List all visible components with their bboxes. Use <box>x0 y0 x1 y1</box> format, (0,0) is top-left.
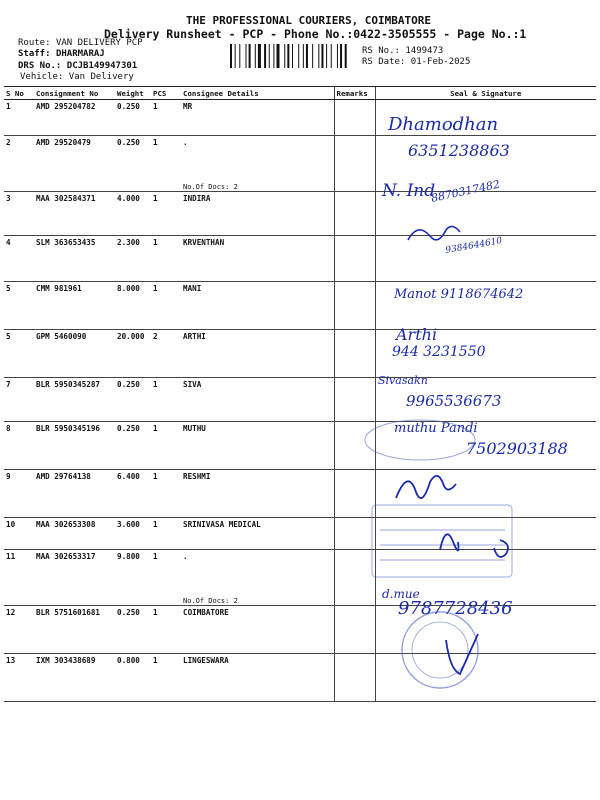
cell-remarks <box>334 192 375 236</box>
cell-weight <box>115 136 151 192</box>
barcode-bar <box>306 44 308 68</box>
barcode-bar <box>269 44 270 68</box>
rs-no-value: 1499473 <box>405 46 444 56</box>
cell-weight-text: 9.800 <box>117 552 140 561</box>
cell-pcs <box>151 330 181 378</box>
cell-consignment-text: AMD 29520479 <box>36 138 91 147</box>
cell-seal <box>375 654 596 702</box>
cell-consignee-text: KRVENTHAN <box>183 238 225 247</box>
signature-6-name: Arthi <box>396 325 438 344</box>
cell-pcs-text: 1 <box>153 656 158 665</box>
table-row <box>4 654 596 702</box>
cell-consignment <box>34 550 115 606</box>
cell-consignment-text: IXM 303438689 <box>36 656 96 665</box>
doc-count: No.Of Docs: 2 <box>183 597 238 605</box>
cell-sno <box>4 654 34 702</box>
cell-weight <box>115 236 151 282</box>
signature-8-phone: 7502903188 <box>466 439 568 458</box>
cell-sno-text: 2 <box>6 138 11 147</box>
cell-consignee <box>181 330 334 378</box>
signature-3-name: N. Ind <box>382 181 436 201</box>
barcode-bar <box>321 44 323 68</box>
cell-consignment-text: BLR 5950345196 <box>36 424 101 433</box>
cell-consignment <box>34 100 115 136</box>
cell-remarks <box>334 654 375 702</box>
table-row <box>4 378 596 422</box>
col-weight: Weight <box>115 87 151 100</box>
staff-line <box>18 49 105 59</box>
vehicle-line <box>20 72 134 82</box>
cell-weight-text: 4.000 <box>117 194 140 203</box>
barcode-bar <box>255 44 256 68</box>
cell-sno-text: 8 <box>6 424 11 433</box>
vehicle-value: Van Delivery <box>68 72 134 82</box>
cell-remarks <box>334 100 375 136</box>
cell-sno-text: 5 <box>6 332 11 341</box>
cell-pcs <box>151 422 181 470</box>
vehicle-label: Vehicle: <box>20 72 64 82</box>
cell-remarks <box>334 136 375 192</box>
cell-consignment <box>34 654 115 702</box>
cell-weight <box>115 518 151 550</box>
table-row <box>4 470 596 518</box>
cell-consignee-text: . <box>183 552 188 561</box>
cell-sno <box>4 518 34 550</box>
cell-remarks <box>334 330 375 378</box>
table-row <box>4 282 596 330</box>
cell-seal <box>375 378 596 422</box>
cell-sno-text: 12 <box>6 608 16 617</box>
cell-weight <box>115 192 151 236</box>
cell-consignment-text: MAA 302653317 <box>36 552 96 561</box>
signature-1-phone: 6351238863 <box>408 141 510 160</box>
cell-consignee <box>181 606 334 654</box>
barcode-bar <box>303 44 304 68</box>
cell-weight-text: 0.250 <box>117 608 140 617</box>
cell-consignee-text: . <box>183 138 188 147</box>
cell-remarks <box>334 606 375 654</box>
cell-weight-text: 0.250 <box>117 424 140 433</box>
cell-weight-text: 2.300 <box>117 238 140 247</box>
barcode-bar <box>326 44 327 68</box>
cell-consignee-text: SRINIVASA MEDICAL <box>183 520 261 529</box>
cell-consignment-text: BLR 5950345287 <box>36 380 101 389</box>
cell-remarks <box>334 282 375 330</box>
route-label: Route: <box>18 38 51 48</box>
cell-consignment <box>34 330 115 378</box>
cell-sno <box>4 550 34 606</box>
cell-pcs <box>151 550 181 606</box>
cell-seal <box>375 606 596 654</box>
cell-weight <box>115 422 151 470</box>
cell-pcs-text: 1 <box>153 424 158 433</box>
cell-weight <box>115 330 151 378</box>
cell-pcs-text: 1 <box>153 194 158 203</box>
cell-consignee <box>181 100 334 136</box>
signature-8-name: muthu Pandi <box>394 421 478 436</box>
cell-pcs-text: 1 <box>153 102 158 111</box>
company-name: THE PROFESSIONAL COURIERS, COIMBATORE <box>186 14 432 27</box>
barcode-bar <box>345 44 347 68</box>
cell-pcs <box>151 100 181 136</box>
col-seal: Seal & Signature <box>375 87 596 100</box>
cell-remarks <box>334 550 375 606</box>
cell-consignment-text: MAA 302584371 <box>36 194 96 203</box>
cell-weight <box>115 550 151 606</box>
cell-sno <box>4 192 34 236</box>
cell-consignee-text: ARTHI <box>183 332 206 341</box>
cell-sno <box>4 100 34 136</box>
cell-consignment-text: GPM 5460090 <box>36 332 87 341</box>
barcode-bar <box>298 44 299 68</box>
cell-consignee <box>181 550 334 606</box>
barcode-bar <box>264 44 266 68</box>
cell-consignee-text: RESHMI <box>183 472 211 481</box>
table-row <box>4 518 596 550</box>
cell-consignment <box>34 378 115 422</box>
col-consignment: Consignment No <box>34 87 115 100</box>
cell-pcs <box>151 518 181 550</box>
col-pcs: PCS <box>151 87 181 100</box>
rs-no-label: RS No.: <box>362 46 400 56</box>
cell-sno <box>4 136 34 192</box>
cell-sno-text: 3 <box>6 194 11 203</box>
cell-consignment <box>34 518 115 550</box>
barcode-bar <box>273 44 274 68</box>
cell-sno <box>4 282 34 330</box>
rs-date-label: RS Date: <box>362 57 406 67</box>
rs-date-value: 01-Feb-2025 <box>410 57 471 67</box>
cell-seal <box>375 236 596 282</box>
drs-line <box>18 61 137 71</box>
cell-pcs-text: 2 <box>153 332 158 341</box>
barcode-bar <box>331 44 332 68</box>
cell-consignee-text: MANI <box>183 284 202 293</box>
route-line <box>18 38 143 48</box>
cell-consignee-text: LINGESWARA <box>183 656 229 665</box>
cell-consignee <box>181 236 334 282</box>
cell-consignment-text: BLR 5751601681 <box>36 608 101 617</box>
col-remarks: Remarks <box>334 87 375 100</box>
cell-consignee <box>181 422 334 470</box>
cell-consignee <box>181 192 334 236</box>
signature-12-name: d.mue <box>382 587 420 601</box>
doc-count: No.Of Docs: 2 <box>183 183 238 191</box>
rs-date-line <box>362 57 470 67</box>
cell-sno-text: 7 <box>6 380 11 389</box>
barcode-bar <box>284 44 285 68</box>
cell-weight-text: 0.800 <box>117 656 140 665</box>
cell-remarks <box>334 378 375 422</box>
col-consignee: Consignee Details <box>181 87 334 100</box>
cell-pcs <box>151 606 181 654</box>
cell-consignment <box>34 236 115 282</box>
barcode-bar <box>318 44 319 68</box>
cell-consignee-text: COIMBATORE <box>183 608 229 617</box>
cell-pcs <box>151 192 181 236</box>
cell-consignment-text: SLM 363653435 <box>36 238 96 247</box>
cell-consignment <box>34 136 115 192</box>
cell-sno-text: 13 <box>6 656 16 665</box>
cell-seal <box>375 422 596 470</box>
barcode-bar <box>246 44 247 68</box>
cell-pcs <box>151 654 181 702</box>
cell-sno <box>4 606 34 654</box>
cell-pcs-text: 1 <box>153 608 158 617</box>
cell-consignee <box>181 378 334 422</box>
cell-weight <box>115 378 151 422</box>
signature-7-name: Sivasakn <box>378 374 428 387</box>
barcode-bar <box>292 44 293 68</box>
cell-consignment <box>34 422 115 470</box>
barcode-bar <box>287 44 289 68</box>
cell-consignment-text: MAA 302653308 <box>36 520 96 529</box>
cell-weight <box>115 100 151 136</box>
cell-remarks <box>334 470 375 518</box>
cell-consignment <box>34 470 115 518</box>
table-header-row <box>4 87 596 100</box>
cell-weight <box>115 282 151 330</box>
cell-consignee-text: INDIRA <box>183 194 211 203</box>
cell-sno-text: 11 <box>6 552 16 561</box>
runsheet-title: Delivery Runsheet - PCP - Phone No.:0422-3505555 - Page No.:1 <box>104 27 527 41</box>
cell-weight-text: 0.250 <box>117 102 140 111</box>
cell-pcs-text: 1 <box>153 138 158 147</box>
cell-consignment <box>34 282 115 330</box>
cell-weight <box>115 606 151 654</box>
cell-sno <box>4 330 34 378</box>
signature-1-name: Dhamodhan <box>388 114 499 135</box>
cell-consignment <box>34 192 115 236</box>
barcode-bar <box>337 44 338 68</box>
barcode <box>230 44 356 68</box>
barcode-bar <box>340 44 342 68</box>
signature-3-phone: 8870317482 <box>429 177 502 205</box>
cell-weight-text: 20.000 <box>117 332 145 341</box>
cell-consignee <box>181 282 334 330</box>
cell-sno <box>4 378 34 422</box>
barcode-bar <box>249 44 251 68</box>
cell-weight-text: 3.600 <box>117 520 140 529</box>
cell-weight <box>115 654 151 702</box>
route-value: VAN DELIVERY PCP <box>55 38 143 48</box>
drs-label: DRS No.: <box>18 61 62 71</box>
table-row <box>4 606 596 654</box>
staff-value: DHARMARAJ <box>55 49 105 59</box>
cell-pcs <box>151 282 181 330</box>
cell-sno <box>4 236 34 282</box>
table-row <box>4 136 596 192</box>
cell-pcs <box>151 378 181 422</box>
cell-seal <box>375 518 596 550</box>
table-row <box>4 192 596 236</box>
rs-no-line <box>362 46 443 56</box>
cell-consignee-text: MUTHU <box>183 424 206 433</box>
barcode-bar <box>239 44 240 68</box>
cell-seal <box>375 136 596 192</box>
cell-pcs <box>151 136 181 192</box>
cell-weight-text: 0.250 <box>117 138 140 147</box>
barcode-bar <box>258 44 261 68</box>
cell-seal <box>375 330 596 378</box>
cell-pcs-text: 1 <box>153 472 158 481</box>
cell-seal <box>375 100 596 136</box>
cell-consignment-text: AMD 295204782 <box>36 102 96 111</box>
signature-7-phone: 9965536673 <box>406 392 502 410</box>
drs-value: DCJB149947301 <box>66 61 138 71</box>
cell-pcs-text: 1 <box>153 380 158 389</box>
signature-4-phone: 9384644610 <box>444 236 503 256</box>
cell-sno-text: 10 <box>6 520 16 529</box>
cell-remarks <box>334 236 375 282</box>
cell-pcs-text: 1 <box>153 552 158 561</box>
cell-pcs-text: 1 <box>153 238 158 247</box>
staff-label: Staff: <box>18 49 51 59</box>
cell-consignment <box>34 606 115 654</box>
cell-pcs <box>151 236 181 282</box>
cell-seal <box>375 550 596 606</box>
table-row <box>4 550 596 606</box>
cell-seal <box>375 192 596 236</box>
cell-consignee <box>181 518 334 550</box>
cell-consignee-text: MR <box>183 102 193 111</box>
cell-consignee <box>181 136 334 192</box>
cell-remarks <box>334 518 375 550</box>
signature-5-text: Manot 9118674642 <box>394 287 524 302</box>
table-row <box>4 236 596 282</box>
cell-sno-text: 9 <box>6 472 11 481</box>
cell-sno-text: 1 <box>6 102 11 111</box>
cell-seal <box>375 282 596 330</box>
table-row <box>4 422 596 470</box>
cell-seal <box>375 470 596 518</box>
cell-weight-text: 0.250 <box>117 380 140 389</box>
cell-consignee <box>181 654 334 702</box>
cell-consignee <box>181 470 334 518</box>
cell-weight <box>115 470 151 518</box>
barcode-bar <box>312 44 313 68</box>
runsheet-table <box>4 86 596 702</box>
cell-sno-text: 5 <box>6 284 11 293</box>
barcode-bar <box>235 44 236 68</box>
cell-sno-text: 4 <box>6 238 11 247</box>
table-row <box>4 100 596 136</box>
cell-consignment-text: AMD 29764138 <box>36 472 91 481</box>
table-row <box>4 330 596 378</box>
barcode-bar <box>277 44 280 68</box>
signature-12-phone: 9787728436 <box>398 598 513 619</box>
cell-pcs-text: 1 <box>153 520 158 529</box>
barcode-bar <box>230 44 232 68</box>
signature-6-phone: 944 3231550 <box>392 344 486 360</box>
cell-pcs-text: 1 <box>153 284 158 293</box>
cell-sno <box>4 422 34 470</box>
cell-weight-text: 6.400 <box>117 472 140 481</box>
cell-consignment-text: CMM 981961 <box>36 284 82 293</box>
cell-pcs <box>151 470 181 518</box>
cell-remarks <box>334 422 375 470</box>
cell-weight-text: 8.000 <box>117 284 140 293</box>
cell-sno <box>4 470 34 518</box>
cell-consignee-text: SIVA <box>183 380 202 389</box>
col-sno: S No <box>4 87 34 100</box>
